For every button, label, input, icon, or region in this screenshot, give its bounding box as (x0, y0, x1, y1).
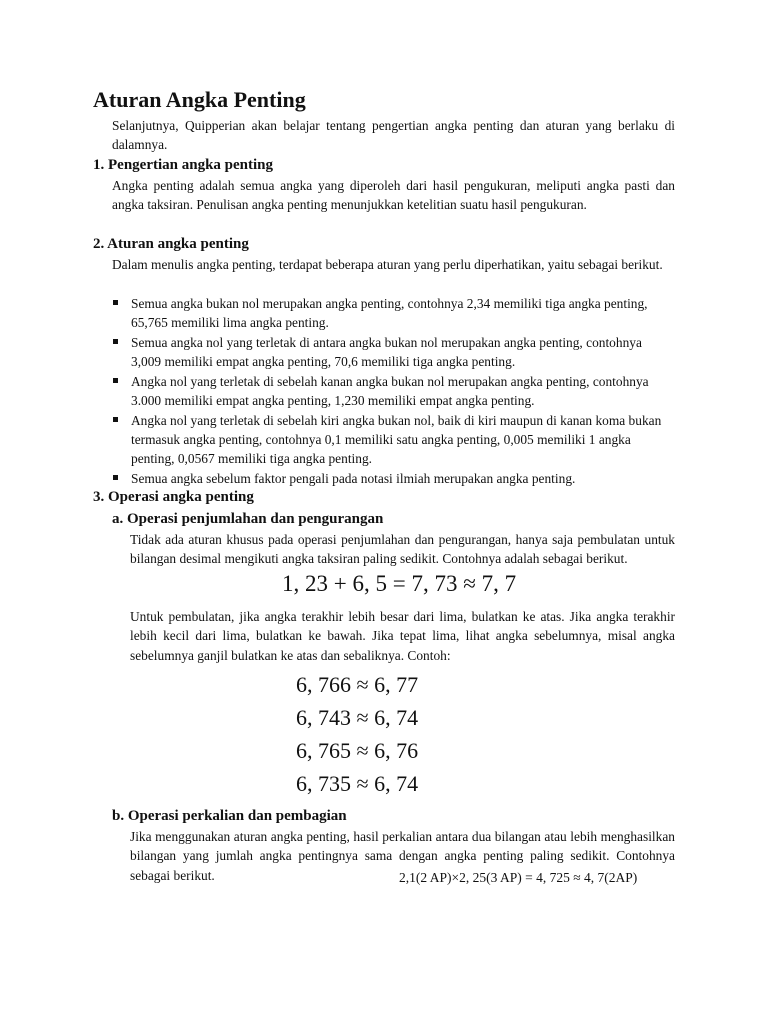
rounding-example: 6, 743 ≈ 6, 74 (296, 705, 419, 730)
subsection-b-text: Jika menggunakan aturan angka penting, hasil perkalian antara dua bilangan atau lebih menghasilkan bilangan yang jumlah angka pentingnya sama dengan angka penting paling sedikit. Contohnya sebagai berikut. (130, 829, 675, 883)
subsection-b-heading: b. Operasi perkalian dan pembagian (112, 808, 347, 824)
rounding-examples (296, 668, 418, 800)
rounding-example: 6, 766 ≈ 6, 77 (296, 672, 419, 697)
list-item: Semua angka nol yang terletak di antara angka bukan nol merupakan angka penting, contohnya 3,009 memiliki empat angka penting, 70,6 memiliki tiga angka penting. (112, 333, 675, 372)
bullet-square-icon (113, 300, 118, 305)
rounding-example: 6, 735 ≈ 6, 74 (296, 771, 419, 796)
list-item: Semua angka sebelum faktor pengali pada notasi ilmiah merupakan angka penting. (112, 469, 675, 488)
subsection-a-text: Tidak ada aturan khusus pada operasi penjumlahan dan pengurangan, hanya saja pembulatan untuk bilangan desimal mengikuti angka taksiran paling sedikit. Contohnya adalah sebagai berikut. (130, 532, 675, 567)
list-item: Angka nol yang terletak di sebelah kanan angka bukan nol merupakan angka penting, contohnya 3.000 memiliki empat angka penting, 1,230 memiliki empat angka penting. (112, 372, 675, 411)
list-item: Angka nol yang terletak di sebelah kiri angka bukan nol, baik di kiri maupun di kanan koma bukan termasuk angka penting, contohnya 0,1 memiliki satu angka penting, 0,005 memiliki 1 angka penting, 0,0567 memiliki tiga angka penting. (112, 411, 675, 469)
section-2-heading: 2. Aturan angka penting (93, 236, 249, 252)
bullet-square-icon (113, 378, 118, 383)
page-title: Aturan Angka Penting (93, 87, 306, 112)
bullet-square-icon (113, 339, 118, 344)
subsection-a-heading: a. Operasi penjumlahan dan pengurangan (112, 511, 384, 527)
bullet-square-icon (113, 475, 118, 480)
bullet-square-icon (113, 417, 118, 422)
multiplication-equation: 2,1(2 AP)×2, 25(3 AP) = 4, 725 ≈ 4, 7(2AP) (399, 870, 638, 885)
section-1-heading: 1. Pengertian angka penting (93, 157, 274, 173)
rounding-rules-text: Untuk pembulatan, jika angka terakhir lebih besar dari lima, bulatkan ke atas. Jika angka terakhir lebih kecil dari lima, bulatkan ke bawah. Jika tepat lima, lihat angka sebelumnya, misal angka sebelumnya ganjil bulatkan ke atas dan sebaliknya. Contoh: (130, 609, 675, 663)
section-2-text: Dalam menulis angka penting, terdapat beberapa aturan yang perlu diperhatikan, yaitu sebagai berikut. (112, 257, 663, 272)
rounding-example: 6, 765 ≈ 6, 76 (296, 738, 419, 763)
list-item: Semua angka bukan nol merupakan angka penting, contohnya 2,34 memiliki tiga angka penting, 65,765 memiliki lima angka penting. (112, 294, 675, 333)
section-1-text: Angka penting adalah semua angka yang diperoleh dari hasil pengukuran, meliputi angka pasti dan angka taksiran. Penulisan angka penting menunjukkan ketelitian suatu hasil pengukuran. (112, 178, 675, 213)
section-3-heading: 3. Operasi angka penting (93, 489, 254, 505)
intro-paragraph: Selanjutnya, Quipperian akan belajar tentang pengertian angka penting dan aturan yang berlaku di dalamnya. (112, 118, 675, 153)
addition-equation: 1, 23 + 6, 5 = 7, 73 ≈ 7, 7 (282, 571, 517, 596)
rules-list (112, 294, 675, 488)
